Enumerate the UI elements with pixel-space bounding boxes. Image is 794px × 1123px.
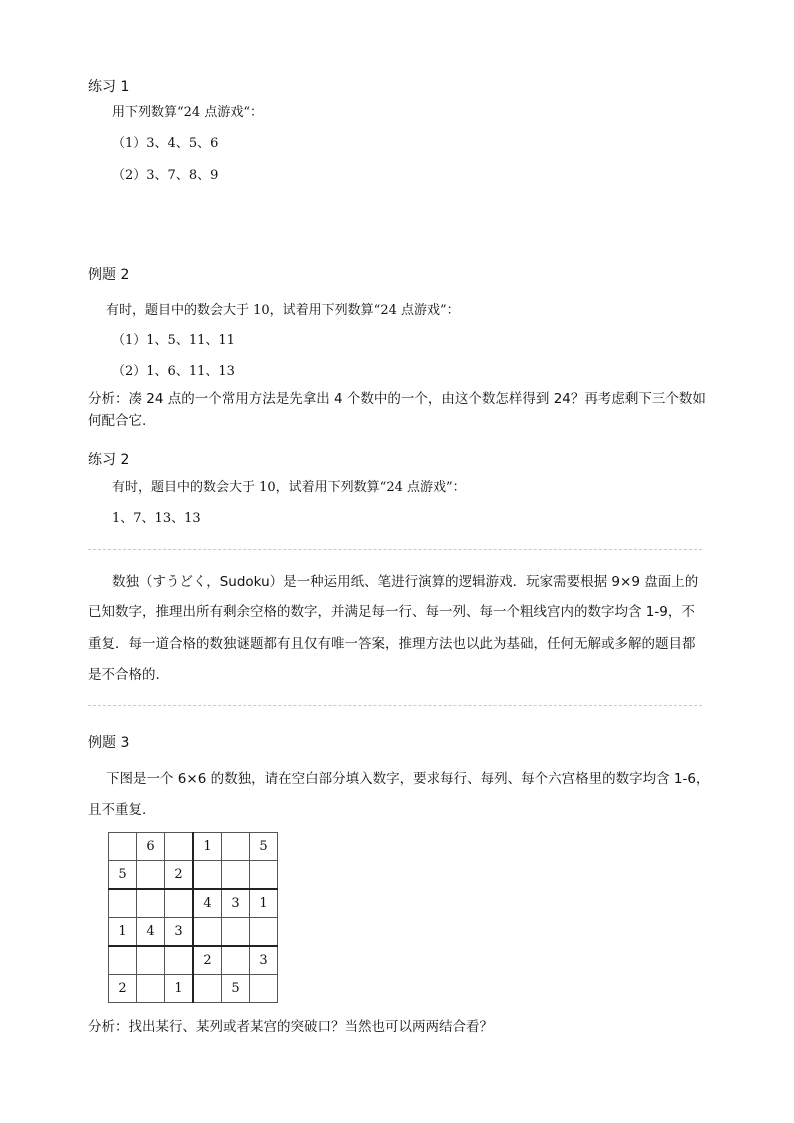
sudoku-cell[interactable] bbox=[137, 946, 165, 975]
sudoku-cell[interactable]: 1 bbox=[165, 975, 194, 1003]
sudoku-row bbox=[109, 946, 278, 975]
dashed-divider-bottom bbox=[88, 705, 702, 706]
sudoku-cell[interactable]: 6 bbox=[137, 833, 165, 861]
sudoku-cell[interactable] bbox=[193, 861, 222, 890]
exercise-2-numbers: 1、7、13、13 bbox=[112, 511, 201, 526]
sudoku-cell[interactable]: 2 bbox=[165, 861, 194, 890]
sudoku-row bbox=[109, 861, 278, 890]
sudoku-cell[interactable]: 1 bbox=[193, 833, 222, 861]
sudoku-intro-line-2: 已知数字，推理出所有剩余空格的数字，并满足每一行、每一列、每一个粗线宫内的数字均含 1-9，不 bbox=[88, 604, 695, 620]
sudoku-cell[interactable]: 5 bbox=[250, 833, 278, 861]
example-2-heading: 例题 2 bbox=[88, 267, 130, 283]
exercise-1-heading: 练习 1 bbox=[88, 79, 130, 95]
sudoku-cell[interactable] bbox=[193, 975, 222, 1003]
sudoku-cell[interactable]: 5 bbox=[109, 861, 137, 890]
sudoku-cell[interactable] bbox=[165, 833, 194, 861]
sudoku-cell[interactable] bbox=[109, 946, 137, 975]
sudoku-row bbox=[109, 918, 278, 947]
sudoku-grid bbox=[108, 832, 278, 1003]
exercise-2-prompt: 有时，题目中的数会大于 10，试着用下列数算“24 点游戏”： bbox=[112, 480, 466, 495]
exercise-2-heading: 练习 2 bbox=[88, 452, 130, 468]
sudoku-cell[interactable]: 4 bbox=[193, 889, 222, 918]
example-3-prompt-line-2: 且不重复. bbox=[88, 802, 147, 818]
sudoku-intro-line-4: 是不合格的. bbox=[88, 667, 160, 683]
exercise-1-item-1: （1）3、4、5、6 bbox=[112, 136, 219, 151]
sudoku-cell[interactable]: 3 bbox=[165, 918, 194, 947]
sudoku-cell[interactable] bbox=[165, 889, 194, 918]
sudoku-cell[interactable] bbox=[137, 889, 165, 918]
sudoku-cell[interactable]: 3 bbox=[250, 946, 278, 975]
example-2-item-2: （2）1、6、11、13 bbox=[112, 364, 235, 379]
sudoku-cell[interactable] bbox=[165, 946, 194, 975]
sudoku-intro-line-3: 重复．每一道合格的数独谜题都有且仅有唯一答案，推理方法也以此为基础，任何无解或多解的题目都 bbox=[88, 636, 696, 652]
example-3-heading: 例题 3 bbox=[88, 735, 130, 751]
sudoku-cell[interactable] bbox=[222, 861, 250, 890]
sudoku-intro-line-1: 数独（すうどく，Sudoku）是一种运用纸、笔进行演算的逻辑游戏．玩家需要根据 9×9 盘面上的 bbox=[112, 574, 699, 590]
sudoku-cell[interactable] bbox=[109, 833, 137, 861]
sudoku-row bbox=[109, 833, 278, 861]
sudoku-cell[interactable] bbox=[109, 889, 137, 918]
sudoku-cell[interactable] bbox=[222, 833, 250, 861]
sudoku-cell[interactable] bbox=[250, 918, 278, 947]
exercise-1-item-2: （2）3、7、8、9 bbox=[112, 168, 219, 183]
example-2-prompt: 有时，题目中的数会大于 10，试着用下列数算“24 点游戏”： bbox=[106, 303, 460, 318]
sudoku-cell[interactable]: 1 bbox=[109, 918, 137, 947]
sudoku-cell[interactable]: 2 bbox=[193, 946, 222, 975]
sudoku-cell[interactable]: 3 bbox=[222, 889, 250, 918]
dashed-divider-top bbox=[88, 549, 702, 550]
sudoku-cell[interactable] bbox=[250, 975, 278, 1003]
sudoku-cell[interactable] bbox=[222, 918, 250, 947]
sudoku-cell[interactable] bbox=[222, 946, 250, 975]
sudoku-row bbox=[109, 975, 278, 1003]
sudoku-cell[interactable]: 5 bbox=[222, 975, 250, 1003]
sudoku-cell[interactable]: 1 bbox=[250, 889, 278, 918]
sudoku-cell[interactable] bbox=[137, 861, 165, 890]
sudoku-cell[interactable] bbox=[250, 861, 278, 890]
example-3-analysis: 分析：找出某行、某列或者某宫的突破口？当然也可以两两结合看？ bbox=[88, 1019, 493, 1035]
sudoku-cell[interactable]: 4 bbox=[137, 918, 165, 947]
example-3-prompt-line-1: 下图是一个 6×6 的数独，请在空白部分填入数字，要求每行、每列、每个六宫格里的数字均含 1-6， bbox=[106, 771, 710, 787]
example-2-analysis-line-2: 何配合它. bbox=[88, 413, 147, 429]
sudoku-cell[interactable] bbox=[137, 975, 165, 1003]
exercise-1-prompt: 用下列数算“24 点游戏“： bbox=[112, 105, 263, 120]
sudoku-cell[interactable]: 2 bbox=[109, 975, 137, 1003]
example-2-analysis-line-1: 分析：凑 24 点的一个常用方法是先拿出 4 个数中的一个，由这个数怎样得到 24？再考虑剩下三个数如 bbox=[88, 391, 706, 407]
example-2-item-1: （1）1、5、11、11 bbox=[112, 333, 235, 348]
sudoku-row bbox=[109, 889, 278, 918]
sudoku-cell[interactable] bbox=[193, 918, 222, 947]
